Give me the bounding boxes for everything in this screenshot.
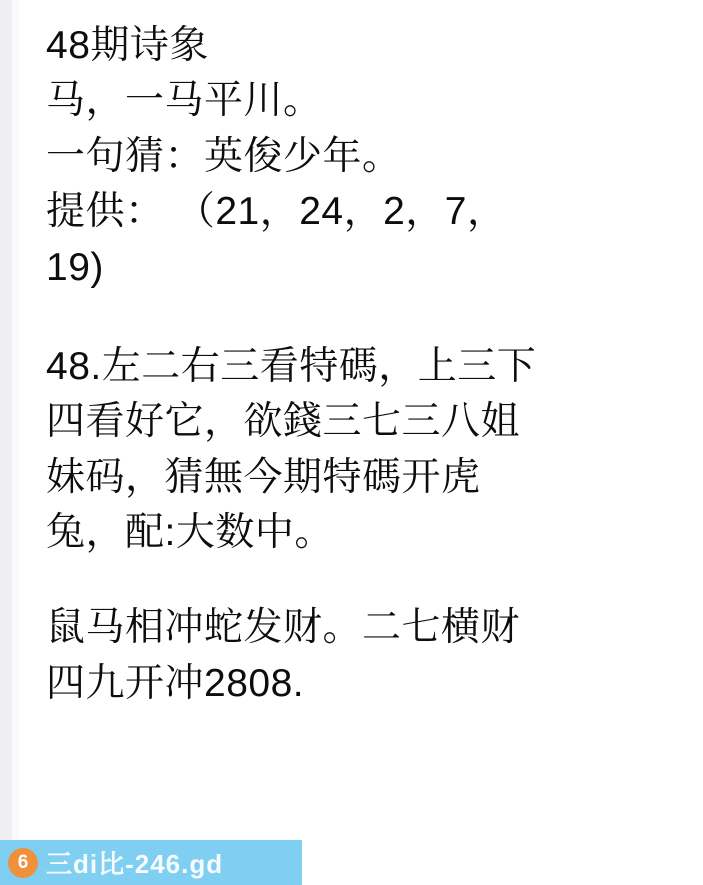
poem-line: 马，一马平川。 bbox=[46, 79, 323, 123]
riddle-line: 48.左二右三看特碼，上三下 bbox=[46, 344, 537, 388]
riddle-line: 兔，配:大数中。 bbox=[46, 511, 334, 554]
riddle-line: 四看好它，欲錢三七三八姐 bbox=[46, 400, 521, 444]
poem-line: 提供： （21，24，2，7， bbox=[46, 190, 507, 234]
left-gutter-strip-outer bbox=[0, 0, 12, 885]
forecast-line: 鼠马相冲蛇发财。二七横财 bbox=[46, 606, 521, 650]
poem-line: 一句猜：英俊少年。 bbox=[46, 134, 402, 178]
left-gutter-strip-inner bbox=[12, 0, 19, 885]
watermark-label: 三di比-246.gd bbox=[46, 849, 224, 879]
poem-line: 19) bbox=[46, 245, 104, 289]
riddle-block bbox=[46, 339, 695, 561]
document-content bbox=[19, 0, 703, 885]
block-spacer bbox=[46, 560, 695, 600]
forecast-block bbox=[46, 600, 695, 711]
poem-block bbox=[46, 18, 695, 295]
watermark-logo-icon: 6 bbox=[8, 848, 38, 878]
riddle-line: 妹码，猜無今期特碼开虎 bbox=[46, 455, 481, 499]
poem-line: 48期诗象 bbox=[46, 24, 209, 67]
watermark-banner bbox=[0, 840, 302, 885]
block-spacer bbox=[46, 295, 695, 339]
forecast-line: 四九开冲2808. bbox=[46, 661, 305, 705]
